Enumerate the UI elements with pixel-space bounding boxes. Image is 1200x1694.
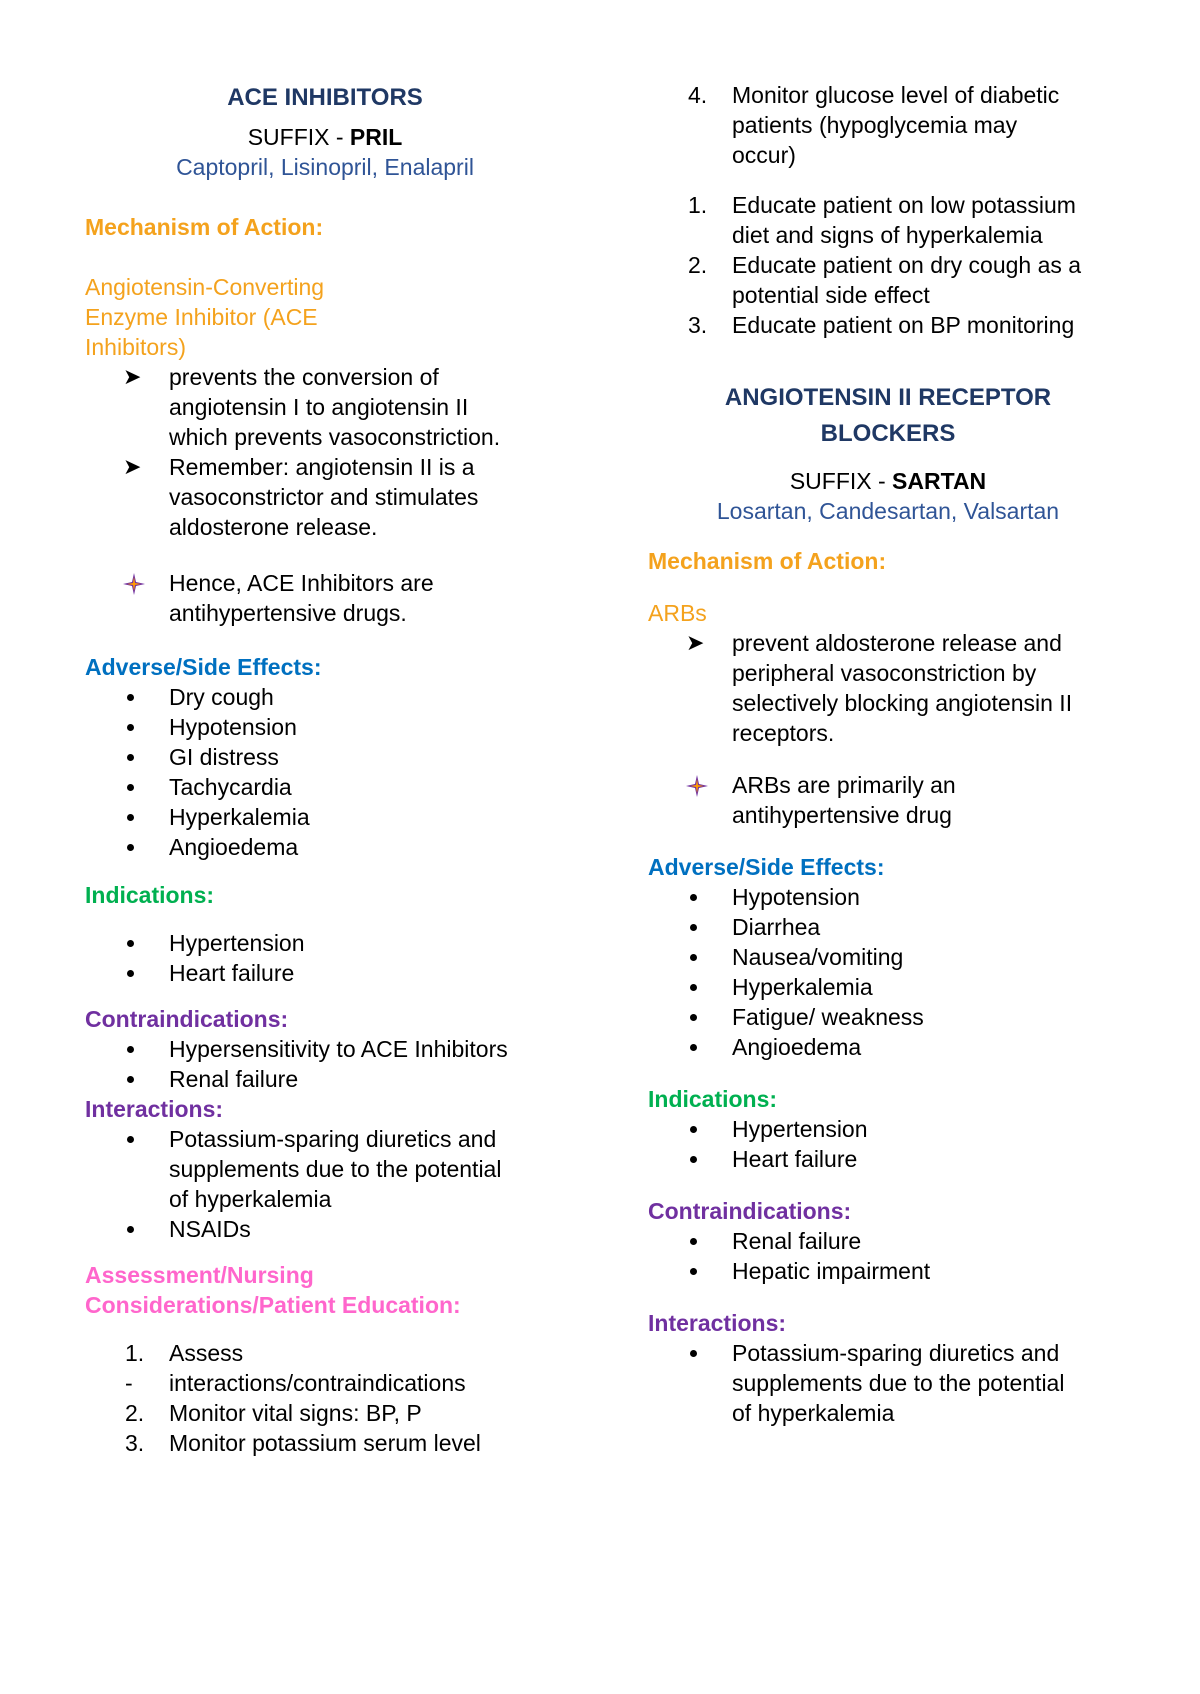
arrow-bullet-icon: ➤: [123, 364, 142, 389]
ace-indications-heading: Indications:: [85, 882, 215, 908]
ace-assess-heading-2: Considerations/Patient Education:: [85, 1292, 461, 1318]
ace-interactions-heading: Interactions:: [85, 1096, 224, 1122]
ace-contra-heading: Contraindications:: [85, 1006, 289, 1032]
ace-moa-point-1: ➤ prevents the conversion of angiotensin I to angiotensin II which prevents vasoconstriction.: [123, 364, 501, 450]
ace-assess-heading-1: Assessment/Nursing: [85, 1262, 314, 1288]
list-item: - interactions/contraindications: [125, 1370, 466, 1396]
list-item: Diarrhea: [732, 914, 821, 940]
list-item: 4. Monitor glucose level of diabetic patients (hypoglycemia may occur): [688, 82, 1060, 168]
ace-column: [85, 80, 565, 1458]
ace-suffix-label: SUFFIX -: [247, 124, 350, 150]
ace-moa-note: Hence, ACE Inhibitors are antihypertensive drugs.: [85, 568, 565, 628]
list-item: Hypotension: [169, 714, 297, 740]
arb-interactions-heading: Interactions:: [648, 1310, 787, 1336]
arb-suffix-line: [648, 466, 1128, 496]
ace-educate-list: [648, 190, 1128, 340]
list-item: Hypersensitivity to ACE Inhibitors: [169, 1036, 508, 1062]
arb-title-1: ANGIOTENSIN II RECEPTOR: [724, 384, 1052, 411]
arb-moa-heading: Mechanism of Action:: [648, 548, 887, 574]
list-item: 2. Monitor vital signs: BP, P: [125, 1400, 422, 1426]
arb-suffix-label: SUFFIX -: [789, 468, 893, 494]
list-item: Heart failure: [732, 1146, 858, 1172]
arb-title-2: BLOCKERS: [820, 420, 956, 447]
list-item: Hypotension: [732, 884, 860, 910]
ace-moa-name-3: Inhibitors): [85, 334, 186, 360]
arb-moa-point: ➤ prevent aldosterone release and peripheral vasoconstriction by selectively blocking angiotensin II receptors.: [686, 630, 1073, 746]
list-item: Renal failure: [169, 1066, 299, 1092]
list-item: Hepatic impairment: [732, 1258, 931, 1284]
arb-indications-heading: Indications:: [648, 1086, 778, 1112]
list-item: Hypertension: [732, 1116, 868, 1142]
ace-moa-heading: Mechanism of Action:: [85, 214, 324, 240]
list-item: GI distress: [169, 744, 279, 770]
list-item: Fatigue/ weakness: [732, 1004, 924, 1030]
list-item: Potassium-sparing diuretics and supplements due to the potential of hyperkalemia: [169, 1126, 502, 1212]
list-item: 3. Educate patient on BP monitoring: [688, 312, 1075, 338]
arb-drug-list: Losartan, Candesartan, Valsartan: [716, 498, 1060, 524]
arb-column: [648, 80, 1128, 1428]
arb-moa-name: ARBs: [648, 600, 707, 626]
list-item: Hyperkalemia: [732, 974, 873, 1000]
list-item: Angioedema: [169, 834, 299, 860]
arb-indications-list: [648, 1114, 1128, 1174]
list-item: Heart failure: [169, 960, 295, 986]
ace-drug-list: Captopril, Lisinopril, Enalapril: [176, 154, 474, 180]
list-item: 1. Educate patient on low potassium diet and signs of hyperkalemia: [688, 192, 1076, 248]
ace-assess-list-continued: [648, 80, 1128, 170]
arb-interactions-list: [648, 1338, 1128, 1428]
list-item: Dry cough: [169, 684, 274, 710]
arrow-bullet-icon: ➤: [686, 630, 705, 655]
list-item: Tachycardia: [169, 774, 292, 800]
ace-assess-list: [85, 1338, 565, 1458]
arb-contra-heading: Contraindications:: [648, 1198, 852, 1224]
ace-moa-name-2: Enzyme Inhibitor (ACE: [85, 304, 318, 330]
list-item: Renal failure: [732, 1228, 862, 1254]
list-item: Nausea/vomiting: [732, 944, 904, 970]
arb-moa-note: ARBs are primarily an antihypertensive drug: [648, 770, 1128, 830]
list-item: 3. Monitor potassium serum level: [125, 1430, 481, 1456]
ace-adverse-heading: Adverse/Side Effects:: [85, 654, 322, 680]
arrow-bullet-icon: ➤: [123, 454, 142, 479]
ace-suffix-line: [85, 122, 565, 152]
list-item: Angioedema: [732, 1034, 862, 1060]
ace-moa-point-2: ➤ Remember: angiotensin II is a vasoconstrictor and stimulates aldosterone release.: [123, 454, 479, 540]
list-item: Hyperkalemia: [169, 804, 310, 830]
list-item: 2. Educate patient on dry cough as a potential side effect: [688, 252, 1082, 308]
arb-adverse-list: [648, 882, 1128, 1062]
arb-contra-list: [648, 1226, 1128, 1286]
ace-contra-list: [85, 1034, 565, 1094]
list-item: 1. Assess: [125, 1340, 244, 1366]
arb-suffix: SARTAN: [892, 468, 987, 494]
ace-indications-list: [85, 928, 565, 988]
ace-title: ACE INHIBITORS: [227, 84, 423, 111]
ace-interactions-list: [85, 1124, 565, 1244]
ace-moa-name-1: Angiotensin-Converting: [85, 274, 325, 300]
arb-adverse-heading: Adverse/Side Effects:: [648, 854, 885, 880]
list-item: Potassium-sparing diuretics and supplements due to the potential of hyperkalemia: [732, 1340, 1065, 1426]
list-item: Hypertension: [169, 930, 305, 956]
ace-adverse-list: [85, 682, 565, 862]
list-item: NSAIDs: [169, 1216, 251, 1242]
ace-suffix: PRIL: [349, 124, 403, 150]
